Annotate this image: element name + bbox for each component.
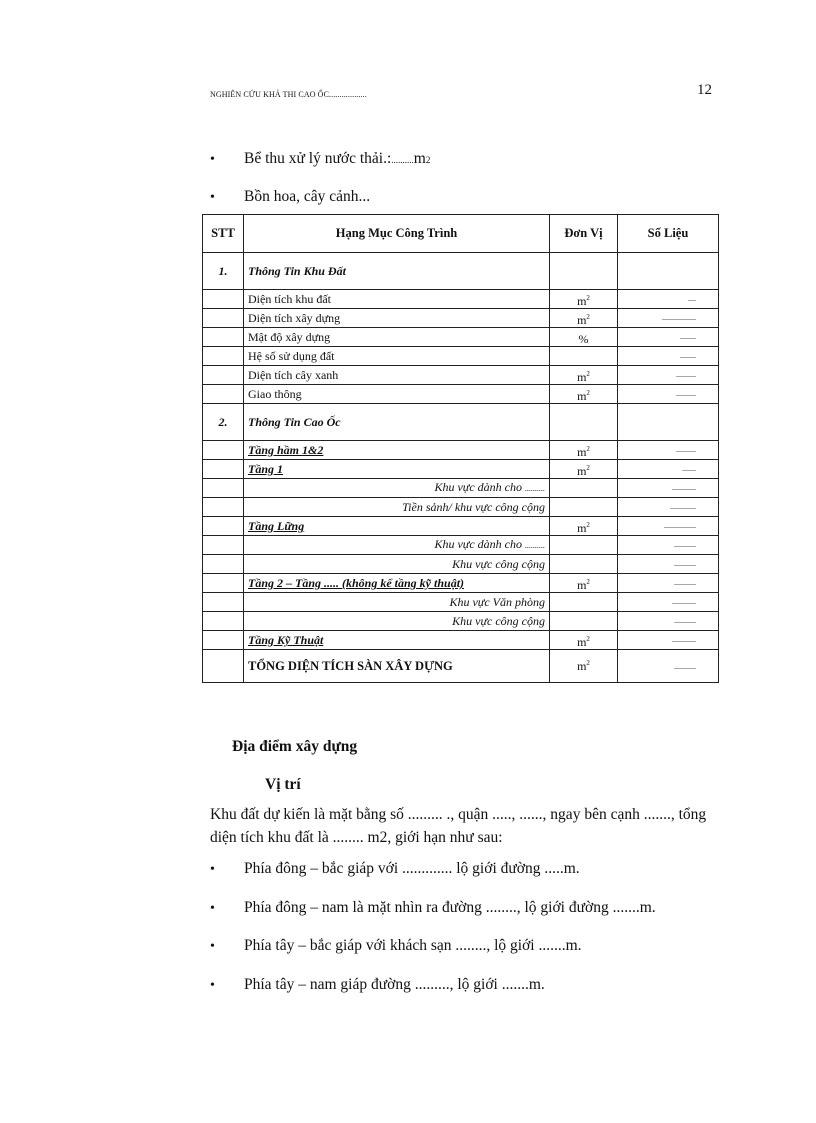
- stt-cell: [203, 650, 244, 683]
- unit-cell: [550, 593, 618, 612]
- section-heading: Địa điểm xây dựng: [232, 738, 358, 755]
- value-cell: ............: [618, 479, 719, 498]
- bullet-dots: ..........: [391, 155, 414, 165]
- unit-text: m: [577, 520, 587, 535]
- table-row: [203, 498, 719, 517]
- empty-cell: [618, 253, 719, 290]
- stt-cell: [203, 309, 244, 328]
- table-row: [203, 574, 719, 593]
- unit-cell: [550, 574, 618, 593]
- bullet-text: Phía tây – nam giáp đường ........., lộ giới .......m.: [244, 976, 545, 993]
- bullet-text: Phía đông – nam là mặt nhìn ra đường ........, lộ giới đường .......m.: [244, 899, 656, 916]
- header-unit: Đơn Vị: [550, 215, 618, 253]
- item-cell: [244, 290, 550, 309]
- stt-cell: [203, 366, 244, 385]
- bullet-unit-sup: 2: [425, 155, 431, 165]
- unit-sup: 2: [586, 577, 590, 586]
- value-cell: ...........: [618, 612, 719, 631]
- value-cell: ....: [618, 290, 719, 309]
- table-row: [203, 517, 719, 536]
- section-row: [203, 253, 719, 290]
- item-cell: [244, 328, 550, 347]
- item-label: Diện tích xây dựng: [248, 311, 341, 325]
- table-row: [203, 441, 719, 460]
- table-header-row: [203, 215, 719, 253]
- item-cell: [244, 366, 550, 385]
- value-cell: ...........: [618, 574, 719, 593]
- stt-cell: [203, 517, 244, 536]
- unit-cell: [550, 612, 618, 631]
- table-row: [203, 347, 719, 366]
- stt-cell: [203, 290, 244, 309]
- bullet-text: Bể thu xử lý nước thải.:: [244, 150, 392, 167]
- unit-cell: [550, 498, 618, 517]
- value-cell: ...........: [618, 536, 719, 555]
- unit-text: m: [577, 463, 587, 478]
- table-body: [203, 253, 719, 683]
- table-row: [203, 631, 719, 650]
- unit-text: m: [577, 634, 587, 649]
- unit-cell: [550, 366, 618, 385]
- total-label: TỔNG DIỆN TÍCH SÀN XÂY DỰNG: [244, 650, 550, 683]
- unit-text: m: [577, 658, 587, 673]
- table-row: [203, 536, 719, 555]
- item-label: Mật độ xây dựng: [248, 330, 331, 344]
- value-cell: ..........: [618, 366, 719, 385]
- unit-cell: [550, 385, 618, 404]
- item-cell: [244, 536, 550, 555]
- table-row: [203, 366, 719, 385]
- stt-cell: [203, 555, 244, 574]
- stt-cell: [203, 347, 244, 366]
- unit-cell: [550, 328, 618, 347]
- header-item: Hạng Mục Công Trình: [244, 215, 550, 253]
- item-cell: [244, 555, 550, 574]
- unit-cell: [550, 309, 618, 328]
- page-number: 12: [697, 82, 712, 98]
- project-spec-table: [202, 214, 719, 683]
- stt-cell: [203, 328, 244, 347]
- item-cell: [244, 385, 550, 404]
- unit-cell: [550, 479, 618, 498]
- table-row: [203, 309, 719, 328]
- stt-cell: [203, 460, 244, 479]
- item-cell: [244, 309, 550, 328]
- section-number: 1.: [203, 253, 244, 290]
- section-row: [203, 404, 719, 441]
- value-cell: ..........: [618, 385, 719, 404]
- unit-cell: [550, 347, 618, 366]
- bullet-icon: •: [210, 939, 215, 954]
- unit-sup: 2: [586, 369, 590, 378]
- bullet-text: Phía tây – bắc giáp với khách sạn ........, lộ giới .......m.: [244, 937, 582, 954]
- list-item: [210, 899, 656, 917]
- stt-cell: [203, 574, 244, 593]
- unit-sup: 2: [586, 463, 590, 472]
- table-row: [203, 479, 719, 498]
- item-cell: [244, 441, 550, 460]
- unit-text: m: [577, 388, 587, 403]
- value-cell: ................: [618, 517, 719, 536]
- section-number: 2.: [203, 404, 244, 441]
- item-label: Tầng Lững: [248, 519, 305, 533]
- stt-cell: [203, 536, 244, 555]
- value-cell: ........: [618, 328, 719, 347]
- list-item: [210, 150, 430, 168]
- unit-text: %: [578, 331, 589, 346]
- list-item: [210, 860, 580, 878]
- unit-cell: [550, 460, 618, 479]
- total-row: [203, 650, 719, 683]
- item-label: Tầng Kỹ Thuật: [248, 633, 324, 647]
- unit-sup: 2: [586, 658, 590, 667]
- item-dots: ..........: [525, 484, 545, 493]
- unit-sup: 2: [586, 312, 590, 321]
- unit-cell: [550, 555, 618, 574]
- item-label: Diện tích khu đất: [248, 292, 331, 306]
- unit-text: m: [577, 444, 587, 459]
- stt-cell: [203, 612, 244, 631]
- value-cell: ..........: [618, 441, 719, 460]
- list-item: [210, 188, 370, 206]
- value-cell: .......: [618, 460, 719, 479]
- site-paragraph: Khu đất dự kiến là mặt bằng số ......... ., quận ....., ......, ngay bên cạnh ......., tổng diện tích khu đất là ........ m2, giới hạn như sau:: [210, 806, 707, 846]
- table-row: [203, 460, 719, 479]
- unit-sup: 2: [586, 634, 590, 643]
- item-label: Khu vực Văn phòng: [449, 595, 545, 609]
- bullet-icon: •: [210, 190, 215, 205]
- table-row: [203, 555, 719, 574]
- item-label: Diện tích cây xanh: [248, 368, 339, 382]
- value-cell: ............: [618, 631, 719, 650]
- item-cell: [244, 479, 550, 498]
- table-row: [203, 593, 719, 612]
- item-label: Tầng 1: [248, 462, 284, 476]
- stt-cell: [203, 441, 244, 460]
- item-label: Tiền sảnh/ khu vực công cộng: [402, 500, 545, 514]
- header-value: Số Liệu: [618, 215, 719, 253]
- stt-cell: [203, 593, 244, 612]
- stt-cell: [203, 385, 244, 404]
- list-item: [210, 937, 582, 955]
- item-dots: ..........: [525, 541, 545, 550]
- item-label: Tầng hầm 1&2: [248, 443, 324, 457]
- value-cell: ...........: [618, 555, 719, 574]
- item-cell: [244, 631, 550, 650]
- unit-sup: 2: [586, 388, 590, 397]
- item-cell: [244, 498, 550, 517]
- empty-cell: [550, 253, 618, 290]
- unit-text: m: [577, 293, 587, 308]
- table-row: [203, 328, 719, 347]
- stt-cell: [203, 498, 244, 517]
- item-label: Khu vực dành cho: [434, 480, 522, 494]
- item-label: Hệ số sử dụng đất: [248, 349, 335, 363]
- unit-text: m: [577, 312, 587, 327]
- section-title: Thông Tin Cao Ốc: [244, 404, 550, 441]
- unit-cell: [550, 650, 618, 683]
- value-cell: ........: [618, 347, 719, 366]
- table-row: [203, 290, 719, 309]
- list-item: [210, 976, 545, 994]
- unit-cell: [550, 631, 618, 650]
- bullet-icon: •: [210, 901, 215, 916]
- unit-text: m: [577, 577, 587, 592]
- unit-sup: 2: [586, 293, 590, 302]
- empty-cell: [550, 404, 618, 441]
- item-label: Khu vực dành cho: [434, 537, 522, 551]
- bullet-text: Phía đông – bắc giáp với ............. lộ giới đường .....m.: [244, 860, 580, 877]
- item-label: Khu vực công cộng: [452, 614, 545, 628]
- table-row: [203, 612, 719, 631]
- table-row: [203, 385, 719, 404]
- unit-cell: [550, 536, 618, 555]
- value-cell: .................: [618, 309, 719, 328]
- total-value: ...........: [618, 650, 719, 683]
- item-cell: [244, 612, 550, 631]
- unit-cell: [550, 517, 618, 536]
- running-header: NGHIÊN CỨU KHẢ THI CAO ỐC..................: [210, 90, 367, 99]
- bullet-icon: •: [210, 862, 215, 877]
- subsection-heading: Vị trí: [265, 776, 301, 793]
- item-label: Tầng 2 – Tầng ..... (không kể tầng kỹ thuật): [248, 576, 465, 590]
- unit-cell: [550, 290, 618, 309]
- value-cell: ............: [618, 593, 719, 612]
- section-title: Thông Tin Khu Đất: [244, 253, 550, 290]
- empty-cell: [618, 404, 719, 441]
- item-cell: [244, 517, 550, 536]
- unit-text: m: [577, 369, 587, 384]
- item-cell: [244, 574, 550, 593]
- item-cell: [244, 593, 550, 612]
- bullet-text: Bồn hoa, cây cảnh...: [244, 188, 371, 205]
- bullet-icon: •: [210, 978, 215, 993]
- unit-sup: 2: [586, 444, 590, 453]
- item-label: Khu vực công cộng: [452, 557, 545, 571]
- item-cell: [244, 460, 550, 479]
- unit-cell: [550, 441, 618, 460]
- item-label: Giao thông: [248, 387, 302, 401]
- unit-sup: 2: [586, 520, 590, 529]
- bullet-unit: m: [413, 150, 426, 167]
- item-cell: [244, 347, 550, 366]
- bullet-icon: •: [210, 152, 215, 167]
- stt-cell: [203, 631, 244, 650]
- value-cell: .............: [618, 498, 719, 517]
- stt-cell: [203, 479, 244, 498]
- header-stt: STT: [203, 215, 244, 253]
